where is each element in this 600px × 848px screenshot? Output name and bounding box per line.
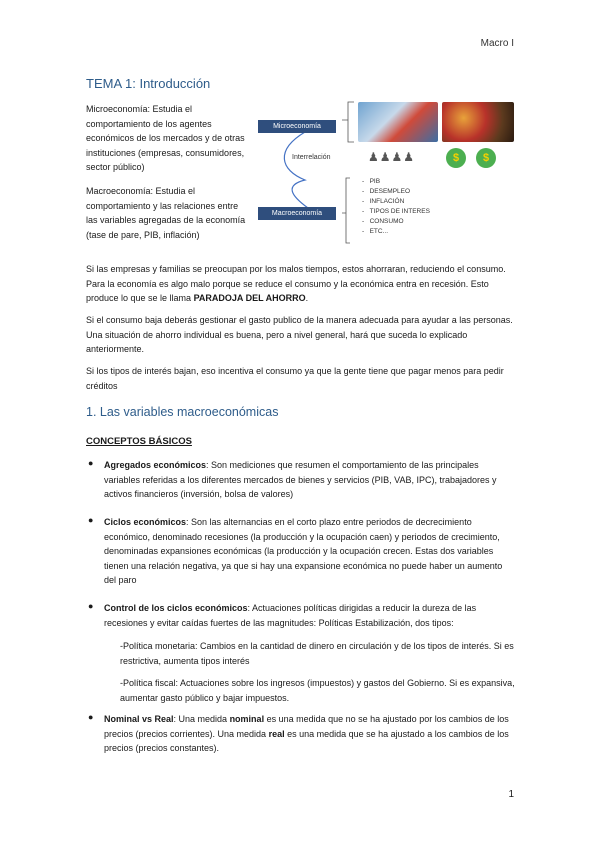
macro-definition: Macroeconomía: Estudia el comportamiento y las relaciones entre las variables agregadas de la economía (tase de pare, PIB, inflación) (86, 186, 246, 240)
money-bag-icon: $ (476, 148, 496, 168)
page-number: 1 (508, 789, 514, 800)
paragraph-saving-paradox: Si las empresas y familias se preocupan por los malos tiempos, estos ahorraran, reduciendo el consumo. Para la economía es algo malo porque se reduce el consumo y la económica entra en recesión. Esto produce lo que se le llama PARADOJA DEL AHORRO. (86, 264, 506, 303)
bullet-aggregates: Agregados económicos: Son mediciones que resumen el comportamiento de las principales variables referidas a los diferentes mercados de bienes y servicios (PIB, VAB, IPC), trabajadores y activos financieros (inversión, bolsa de valores) (104, 460, 497, 499)
micro-macro-diagram (250, 100, 520, 250)
macro-list-item: - TIPOS DE INTERES (362, 208, 430, 215)
macro-list-item: - ETC... (362, 228, 389, 235)
money-bag-icon: $ (446, 148, 466, 168)
macro-list-item: - INFLACIÓN (362, 198, 405, 205)
micro-definition: Microeconomía: Estudia el comportamiento de los agentes económicos de los mercados y de otras instituciones (empresas, consumidores, sector público) (86, 104, 245, 172)
section-title: 1. Las variables macroeconómicas (86, 405, 279, 419)
people-icon: ♟♟♟♟ (368, 150, 416, 164)
market-illustration (442, 102, 514, 142)
interrelation-curve (284, 132, 308, 208)
page-title: TEMA 1: Introducción (86, 76, 211, 91)
header-label: Macro I (480, 38, 514, 49)
bullet-icon: ● (88, 601, 94, 611)
macro-list-item: - CONSUMO (362, 218, 404, 225)
macro-list-item: - DESEMPLEO (362, 188, 411, 195)
bullet-cycle-control: Control de los ciclos económicos: Actuaciones políticas dirigidas a reducir la dureza de las recesiones y evitar caídas fuertes de las magnitudes: Políticas Estabilización, dos tipos: (104, 603, 477, 628)
macro-bracket (342, 178, 350, 243)
bullet-icon: ● (88, 712, 94, 722)
macro-list-item: - PIB (362, 178, 381, 185)
subheading: CONCEPTOS BÁSICOS (86, 436, 192, 447)
paragraph-interest-rates: Si los tipos de interés bajan, eso incentiva el consumo ya que la gente tiene que pagar menos para pedir créditos (86, 366, 504, 391)
macro-box: Macroeconomía (258, 207, 336, 220)
monetary-policy: -Política monetaria: Cambios en la cantidad de dinero en circulación y de los tipos de interés. Si es restrictiva, aumenta tipos interés (120, 641, 514, 666)
city-illustration (358, 102, 438, 142)
bullet-icon: ● (88, 458, 94, 468)
fiscal-policy: -Política fiscal: Actuaciones sobre los ingresos (impuestos) y gastos del Gobierno. Si es expansiva, aumentar gasto público y bajar impuestos. (120, 678, 515, 703)
bullet-nominal-real: Nominal vs Real: Una medida nominal es una medida que no se ha ajustado por los cambios de los precios (precios corrientes). Una medida real es una medida que se ha ajustado a los cambios de los precios (precios constantes). (104, 714, 509, 753)
bullet-icon: ● (88, 515, 94, 525)
bullet-cycles: Ciclos económicos: Son las alternancias en el corto plazo entre periodos de decrecimiento económico, denominado recesiones (la producción y la ocupación caen) y periodos de crecimiento, denominadas expansiones económicas (la producción y la ocupación crecen. Estas dos variables tienen una relación negativa, ya que si hay una expansione económica no puede haber un aumento del paro (104, 517, 503, 585)
micro-bracket (342, 102, 354, 142)
paragraph-public-spending: Si el consumo baja deberás gestionar el gasto publico de la manera adecuada para ayudar a las personas. Una situación de ahorro individual es buena, pero a nivel general, hará que suceda lo explicado anteriormente. (86, 315, 513, 354)
micro-box: Microeconomía (258, 120, 336, 133)
interrelation-label: Interrelación (292, 154, 331, 161)
